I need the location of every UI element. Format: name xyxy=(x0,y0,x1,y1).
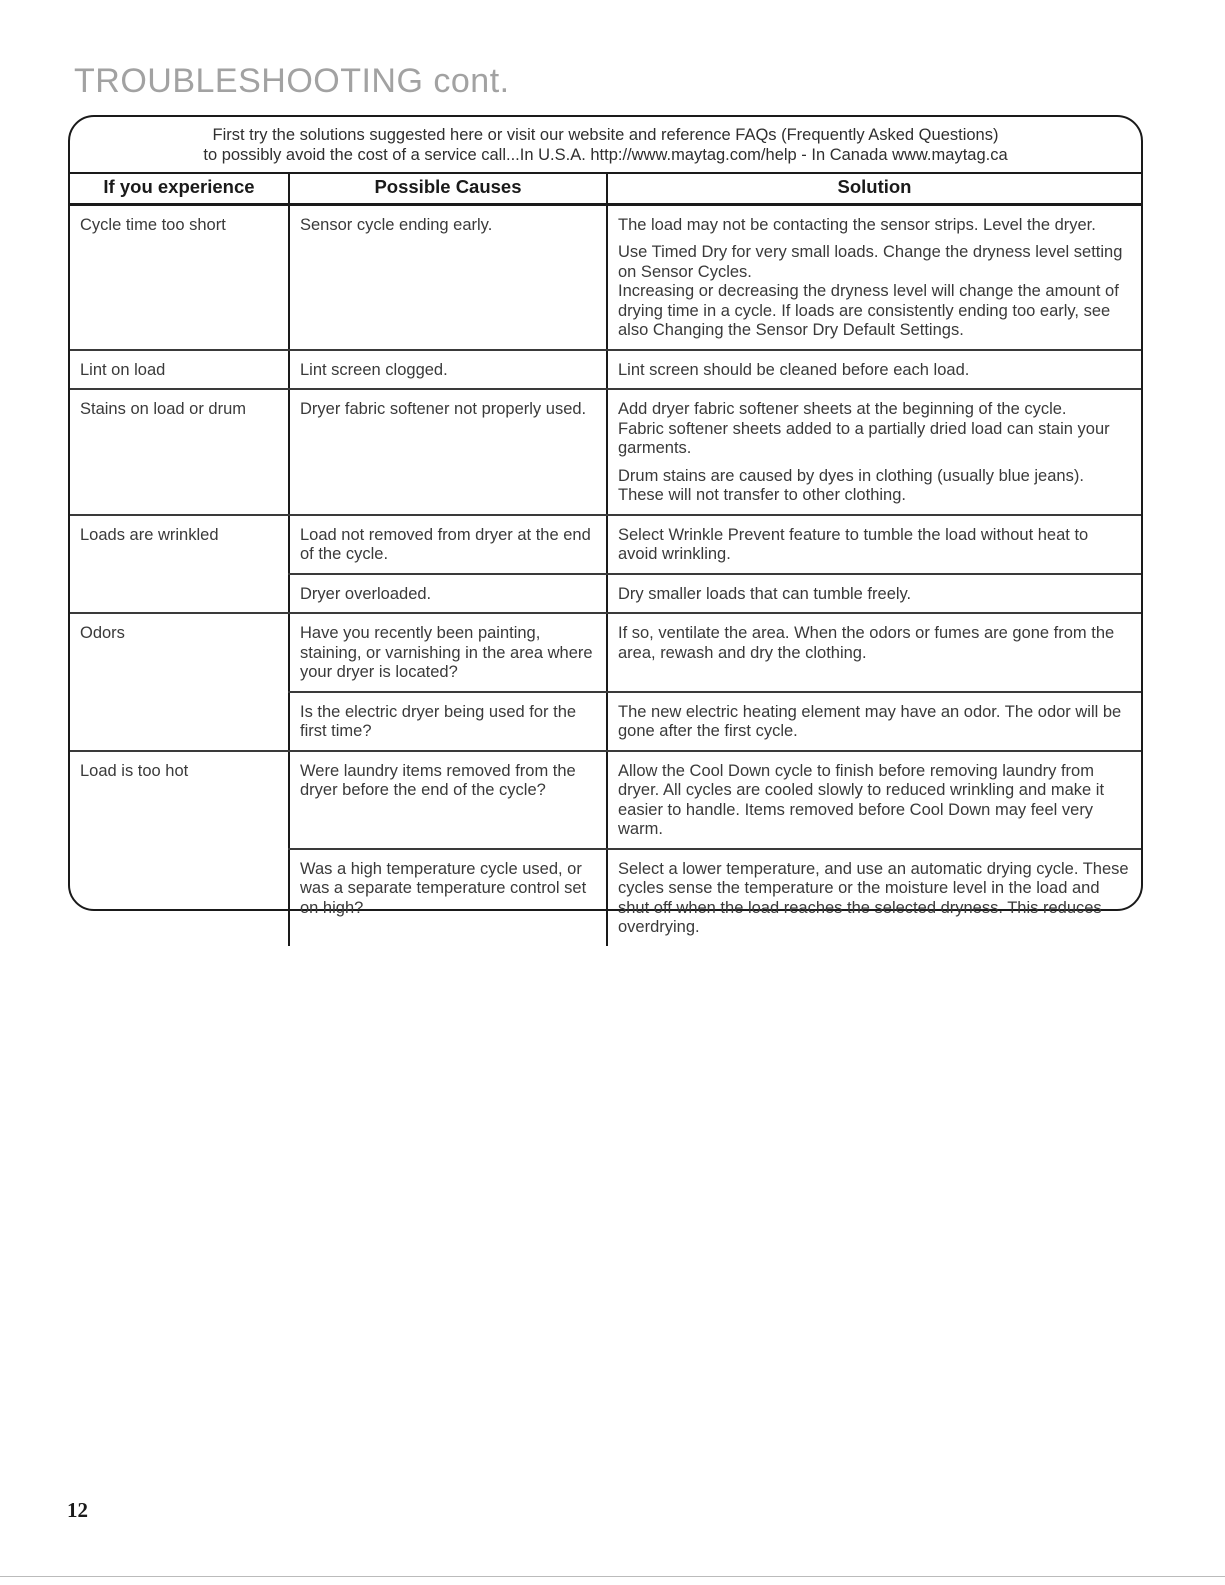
cause-cell xyxy=(289,204,607,350)
cause-cell xyxy=(289,389,607,515)
solution-cell xyxy=(607,204,1141,350)
cause-text: Load not removed from dryer at the end of the cycle. xyxy=(300,525,591,563)
cause-cell xyxy=(289,574,607,614)
solution-text: Add dryer fabric softener sheets at the beginning of the cycle. xyxy=(618,400,1067,418)
symptom-cell: Stains on load or drum xyxy=(70,389,289,515)
cause-cell xyxy=(289,751,607,849)
page-number: 12 xyxy=(67,1498,88,1522)
solution-text: Allow the Cool Down cycle to finish before removing laundry from dryer. All cycles are cooled slowly to reduced wrinkling and make it easier to handle. Items removed before Cool Down may feel very warm. xyxy=(618,761,1105,838)
troubleshooting-table xyxy=(70,174,1141,946)
table-row xyxy=(70,204,1141,350)
solution-cell xyxy=(607,849,1141,946)
table-row xyxy=(70,350,1141,390)
cause-text: Dryer fabric softener not properly used. xyxy=(300,400,587,418)
symptom-cell: Odors xyxy=(80,624,125,642)
cause-text: Was a high temperature cycle used, or was a separate temperature control set on high? xyxy=(300,859,587,917)
intro-text xyxy=(70,117,1141,174)
page-title: TROUBLESHOOTING cont. xyxy=(74,62,510,100)
solution-text: Select a lower temperature, and use an automatic drying cycle. These cycles sense the temperature or the moisture level in the load and shut off when the load reaches the selected dryness. This reduces overdrying. xyxy=(618,859,1129,936)
cause-cell xyxy=(289,515,607,574)
solution-text: Drum stains are caused by dyes in clothing (usually blue jeans). These will not transfer to other clothing. xyxy=(618,466,1084,504)
solution-text: Increasing or decreasing the dryness level will change the amount of drying time in a cycle. If loads are consistently ending too early, see also Changing the Sensor Dry Default Settings. xyxy=(618,282,1119,339)
cause-text: Dryer overloaded. xyxy=(300,584,432,603)
cause-text: Were laundry items removed from the dryer before the end of the cycle? xyxy=(300,761,576,799)
symptom-cell: Cycle time too short xyxy=(70,204,289,350)
table-row xyxy=(70,849,1141,946)
column-header-causes: Possible Causes xyxy=(289,174,607,204)
symptom-cell xyxy=(70,692,289,751)
solution-text: Select Wrinkle Prevent feature to tumble the load without heat to avoid wrinkling. xyxy=(618,525,1089,563)
symptom-cell: Lint on load xyxy=(70,350,289,390)
solution-text: Fabric softener sheets added to a partially dried load can stain your garments. xyxy=(618,419,1110,457)
table-row xyxy=(70,613,1141,692)
cause-text: Lint screen clogged. xyxy=(300,360,448,379)
table-row xyxy=(70,574,1141,614)
intro-line-1: First try the solutions suggested here or visit our website and reference FAQs (Frequently Asked Questions) xyxy=(212,126,999,144)
solution-text: The new electric heating element may have an odor. The odor will be gone after the first cycle. xyxy=(618,702,1122,740)
cause-cell xyxy=(289,350,607,390)
solution-text: If so, ventilate the area. When the odors or fumes are gone from the area, rewash and dry the clothing. xyxy=(618,624,1115,662)
column-header-solution: Solution xyxy=(607,174,1141,204)
column-header-symptom: If you experience xyxy=(70,174,289,204)
cause-cell xyxy=(289,692,607,751)
solution-text: Dry smaller loads that can tumble freely. xyxy=(618,584,912,603)
solution-cell xyxy=(607,350,1141,390)
table-row xyxy=(70,751,1141,849)
cause-cell xyxy=(289,849,607,946)
solution-text: Use Timed Dry for very small loads. Change the dryness level setting on Sensor Cycles. xyxy=(618,243,1123,281)
symptom-cell: Load is too hot xyxy=(80,761,189,780)
table-row xyxy=(70,515,1141,574)
cause-text: Have you recently been painting, staining, or varnishing in the area where your dryer is located? xyxy=(300,624,593,681)
solution-cell xyxy=(607,692,1141,751)
page-bottom-rule xyxy=(0,1576,1225,1577)
solution-text: The load may not be contacting the sensor strips. Level the dryer. xyxy=(618,215,1096,234)
table-header-row xyxy=(70,174,1141,204)
table-row xyxy=(70,389,1141,515)
solution-cell xyxy=(607,751,1141,849)
cause-text: Sensor cycle ending early. xyxy=(300,215,493,234)
cause-text: Is the electric dryer being used for the first time? xyxy=(300,702,577,740)
symptom-cell xyxy=(70,574,289,614)
solution-cell xyxy=(607,574,1141,614)
solution-text: Lint screen should be cleaned before each load. xyxy=(618,360,970,379)
table-row xyxy=(70,692,1141,751)
solution-cell xyxy=(607,613,1141,692)
symptom-cell xyxy=(70,849,289,946)
symptom-cell: Loads are wrinkled xyxy=(80,525,219,544)
intro-line-2: to possibly avoid the cost of a service call...In U.S.A. http://www.maytag.com/help - In Canada www.maytag.ca xyxy=(203,146,1008,164)
solution-cell xyxy=(607,515,1141,574)
troubleshooting-panel xyxy=(68,115,1143,936)
cause-cell xyxy=(289,613,607,692)
solution-cell xyxy=(607,389,1141,515)
